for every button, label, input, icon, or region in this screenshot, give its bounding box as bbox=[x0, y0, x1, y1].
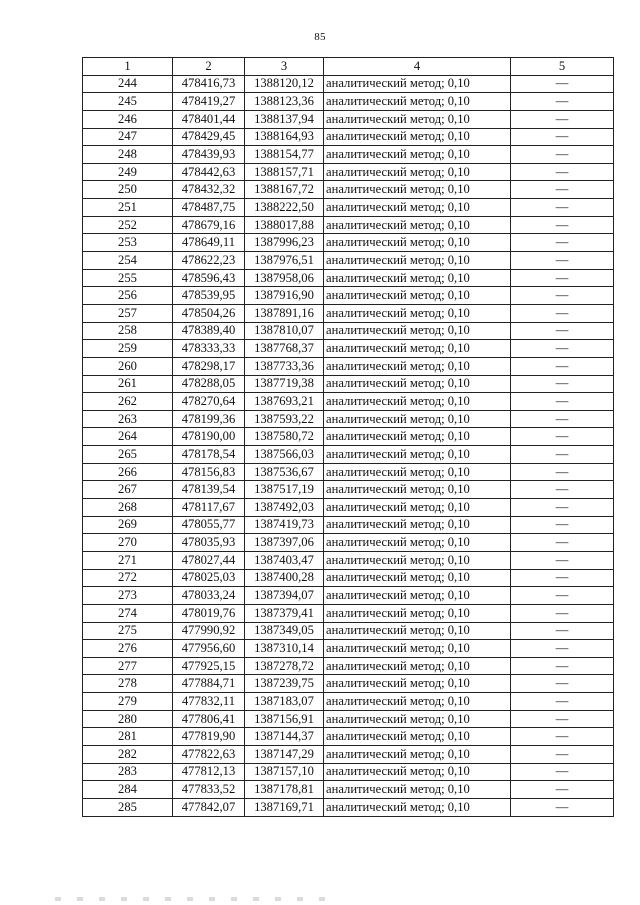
x-coordinate-cell: 478033,24 bbox=[173, 587, 245, 605]
method-cell: аналитический метод; 0,10 bbox=[324, 110, 511, 128]
table-row bbox=[83, 322, 614, 340]
point-number-cell: 265 bbox=[83, 446, 173, 464]
page-number: 85 bbox=[314, 31, 326, 43]
y-coordinate-cell: 1387400,28 bbox=[245, 569, 324, 587]
x-coordinate-cell: 478333,33 bbox=[173, 340, 245, 358]
point-number-cell: 257 bbox=[83, 304, 173, 322]
point-number-cell: 256 bbox=[83, 287, 173, 305]
note-cell: — bbox=[511, 798, 614, 816]
method-cell: аналитический метод; 0,10 bbox=[324, 75, 511, 93]
x-coordinate-cell: 478622,23 bbox=[173, 252, 245, 270]
note-cell: — bbox=[511, 516, 614, 534]
point-number-cell: 258 bbox=[83, 322, 173, 340]
x-coordinate-cell: 478416,73 bbox=[173, 75, 245, 93]
x-coordinate-cell: 478539,95 bbox=[173, 287, 245, 305]
y-coordinate-cell: 1387593,22 bbox=[245, 410, 324, 428]
point-number-cell: 245 bbox=[83, 93, 173, 111]
note-cell: — bbox=[511, 357, 614, 375]
table-row bbox=[83, 781, 614, 799]
y-coordinate-cell: 1387693,21 bbox=[245, 393, 324, 411]
method-cell: аналитический метод; 0,10 bbox=[324, 304, 511, 322]
table-row bbox=[83, 128, 614, 146]
y-coordinate-cell: 1388154,77 bbox=[245, 146, 324, 164]
y-coordinate-cell: 1387157,10 bbox=[245, 763, 324, 781]
note-cell: — bbox=[511, 446, 614, 464]
table-row bbox=[83, 763, 614, 781]
y-coordinate-cell: 1387996,23 bbox=[245, 234, 324, 252]
table-row bbox=[83, 446, 614, 464]
table-row bbox=[83, 181, 614, 199]
method-cell: аналитический метод; 0,10 bbox=[324, 146, 511, 164]
method-cell: аналитический метод; 0,10 bbox=[324, 640, 511, 658]
y-coordinate-cell: 1387891,16 bbox=[245, 304, 324, 322]
point-number-cell: 278 bbox=[83, 675, 173, 693]
table-row bbox=[83, 357, 614, 375]
x-coordinate-cell: 478649,11 bbox=[173, 234, 245, 252]
point-number-cell: 254 bbox=[83, 252, 173, 270]
coordinates-table bbox=[82, 57, 614, 817]
table-row bbox=[83, 216, 614, 234]
table-row bbox=[83, 110, 614, 128]
method-cell: аналитический метод; 0,10 bbox=[324, 128, 511, 146]
point-number-cell: 283 bbox=[83, 763, 173, 781]
point-number-cell: 249 bbox=[83, 163, 173, 181]
point-number-cell: 263 bbox=[83, 410, 173, 428]
table-row bbox=[83, 463, 614, 481]
method-cell: аналитический метод; 0,10 bbox=[324, 604, 511, 622]
table-row bbox=[83, 675, 614, 693]
table-row bbox=[83, 481, 614, 499]
table-row bbox=[83, 146, 614, 164]
point-number-cell: 266 bbox=[83, 463, 173, 481]
method-cell: аналитический метод; 0,10 bbox=[324, 569, 511, 587]
method-cell: аналитический метод; 0,10 bbox=[324, 534, 511, 552]
x-coordinate-cell: 478055,77 bbox=[173, 516, 245, 534]
point-number-cell: 252 bbox=[83, 216, 173, 234]
note-cell: — bbox=[511, 410, 614, 428]
y-coordinate-cell: 1388017,88 bbox=[245, 216, 324, 234]
table-row bbox=[83, 798, 614, 816]
method-cell: аналитический метод; 0,10 bbox=[324, 410, 511, 428]
table-row bbox=[83, 551, 614, 569]
point-number-cell: 261 bbox=[83, 375, 173, 393]
table-body bbox=[83, 58, 614, 817]
point-number-cell: 247 bbox=[83, 128, 173, 146]
y-coordinate-cell: 1388167,72 bbox=[245, 181, 324, 199]
method-cell: аналитический метод; 0,10 bbox=[324, 287, 511, 305]
method-cell: аналитический метод; 0,10 bbox=[324, 657, 511, 675]
x-coordinate-cell: 478596,43 bbox=[173, 269, 245, 287]
point-number-cell: 282 bbox=[83, 745, 173, 763]
x-coordinate-cell: 478199,36 bbox=[173, 410, 245, 428]
note-cell: — bbox=[511, 745, 614, 763]
point-number-cell: 268 bbox=[83, 499, 173, 517]
table-row bbox=[83, 657, 614, 675]
table-row bbox=[83, 710, 614, 728]
method-cell: аналитический метод; 0,10 bbox=[324, 322, 511, 340]
table-row bbox=[83, 410, 614, 428]
x-coordinate-cell: 477806,41 bbox=[173, 710, 245, 728]
x-coordinate-cell: 477819,90 bbox=[173, 728, 245, 746]
y-coordinate-cell: 1387169,71 bbox=[245, 798, 324, 816]
method-cell: аналитический метод; 0,10 bbox=[324, 93, 511, 111]
y-coordinate-cell: 1387349,05 bbox=[245, 622, 324, 640]
method-cell: аналитический метод; 0,10 bbox=[324, 234, 511, 252]
table-row bbox=[83, 728, 614, 746]
note-cell: — bbox=[511, 693, 614, 711]
point-number-cell: 255 bbox=[83, 269, 173, 287]
table-row bbox=[83, 252, 614, 270]
x-coordinate-cell: 478439,93 bbox=[173, 146, 245, 164]
x-coordinate-cell: 478298,17 bbox=[173, 357, 245, 375]
method-cell: аналитический метод; 0,10 bbox=[324, 622, 511, 640]
note-cell: — bbox=[511, 128, 614, 146]
point-number-cell: 284 bbox=[83, 781, 173, 799]
point-number-cell: 244 bbox=[83, 75, 173, 93]
note-cell: — bbox=[511, 728, 614, 746]
table-row bbox=[83, 534, 614, 552]
point-number-cell: 271 bbox=[83, 551, 173, 569]
y-coordinate-cell: 1388137,94 bbox=[245, 110, 324, 128]
point-number-cell: 250 bbox=[83, 181, 173, 199]
y-coordinate-cell: 1387768,37 bbox=[245, 340, 324, 358]
y-coordinate-cell: 1387183,07 bbox=[245, 693, 324, 711]
note-cell: — bbox=[511, 763, 614, 781]
table-row bbox=[83, 569, 614, 587]
note-cell: — bbox=[511, 93, 614, 111]
y-coordinate-cell: 1387517,19 bbox=[245, 481, 324, 499]
x-coordinate-cell: 477822,63 bbox=[173, 745, 245, 763]
y-coordinate-cell: 1388164,93 bbox=[245, 128, 324, 146]
point-number-cell: 253 bbox=[83, 234, 173, 252]
table-row bbox=[83, 340, 614, 358]
y-coordinate-cell: 1387278,72 bbox=[245, 657, 324, 675]
note-cell: — bbox=[511, 587, 614, 605]
column-header-2: 2 bbox=[173, 58, 245, 76]
note-cell: — bbox=[511, 551, 614, 569]
x-coordinate-cell: 478270,64 bbox=[173, 393, 245, 411]
point-number-cell: 260 bbox=[83, 357, 173, 375]
method-cell: аналитический метод; 0,10 bbox=[324, 798, 511, 816]
point-number-cell: 272 bbox=[83, 569, 173, 587]
note-cell: — bbox=[511, 534, 614, 552]
note-cell: — bbox=[511, 710, 614, 728]
x-coordinate-cell: 477990,92 bbox=[173, 622, 245, 640]
note-cell: — bbox=[511, 234, 614, 252]
x-coordinate-cell: 478139,54 bbox=[173, 481, 245, 499]
table-row bbox=[83, 428, 614, 446]
x-coordinate-cell: 478442,63 bbox=[173, 163, 245, 181]
y-coordinate-cell: 1387310,14 bbox=[245, 640, 324, 658]
method-cell: аналитический метод; 0,10 bbox=[324, 357, 511, 375]
y-coordinate-cell: 1387958,06 bbox=[245, 269, 324, 287]
point-number-cell: 267 bbox=[83, 481, 173, 499]
y-coordinate-cell: 1387147,29 bbox=[245, 745, 324, 763]
table-row bbox=[83, 604, 614, 622]
y-coordinate-cell: 1387144,37 bbox=[245, 728, 324, 746]
method-cell: аналитический метод; 0,10 bbox=[324, 393, 511, 411]
note-cell: — bbox=[511, 181, 614, 199]
point-number-cell: 262 bbox=[83, 393, 173, 411]
method-cell: аналитический метод; 0,10 bbox=[324, 516, 511, 534]
x-coordinate-cell: 478035,93 bbox=[173, 534, 245, 552]
point-number-cell: 275 bbox=[83, 622, 173, 640]
table-row bbox=[83, 693, 614, 711]
method-cell: аналитический метод; 0,10 bbox=[324, 269, 511, 287]
method-cell: аналитический метод; 0,10 bbox=[324, 693, 511, 711]
note-cell: — bbox=[511, 146, 614, 164]
note-cell: — bbox=[511, 375, 614, 393]
note-cell: — bbox=[511, 640, 614, 658]
x-coordinate-cell: 478504,26 bbox=[173, 304, 245, 322]
x-coordinate-cell: 478487,75 bbox=[173, 199, 245, 217]
method-cell: аналитический метод; 0,10 bbox=[324, 428, 511, 446]
y-coordinate-cell: 1387156,91 bbox=[245, 710, 324, 728]
method-cell: аналитический метод; 0,10 bbox=[324, 481, 511, 499]
method-cell: аналитический метод; 0,10 bbox=[324, 499, 511, 517]
table-row bbox=[83, 93, 614, 111]
x-coordinate-cell: 477832,11 bbox=[173, 693, 245, 711]
x-coordinate-cell: 478429,45 bbox=[173, 128, 245, 146]
method-cell: аналитический метод; 0,10 bbox=[324, 340, 511, 358]
note-cell: — bbox=[511, 781, 614, 799]
method-cell: аналитический метод; 0,10 bbox=[324, 199, 511, 217]
note-cell: — bbox=[511, 216, 614, 234]
x-coordinate-cell: 478027,44 bbox=[173, 551, 245, 569]
note-cell: — bbox=[511, 463, 614, 481]
table-row bbox=[83, 234, 614, 252]
y-coordinate-cell: 1387810,07 bbox=[245, 322, 324, 340]
y-coordinate-cell: 1388157,71 bbox=[245, 163, 324, 181]
x-coordinate-cell: 478432,32 bbox=[173, 181, 245, 199]
x-coordinate-cell: 478156,83 bbox=[173, 463, 245, 481]
y-coordinate-cell: 1387492,03 bbox=[245, 499, 324, 517]
note-cell: — bbox=[511, 657, 614, 675]
x-coordinate-cell: 478288,05 bbox=[173, 375, 245, 393]
table-row bbox=[83, 375, 614, 393]
y-coordinate-cell: 1387580,72 bbox=[245, 428, 324, 446]
note-cell: — bbox=[511, 622, 614, 640]
y-coordinate-cell: 1388222,50 bbox=[245, 199, 324, 217]
column-header-3: 3 bbox=[245, 58, 324, 76]
scan-artifact bbox=[55, 897, 335, 901]
method-cell: аналитический метод; 0,10 bbox=[324, 216, 511, 234]
note-cell: — bbox=[511, 340, 614, 358]
method-cell: аналитический метод; 0,10 bbox=[324, 181, 511, 199]
column-header-1: 1 bbox=[83, 58, 173, 76]
note-cell: — bbox=[511, 393, 614, 411]
x-coordinate-cell: 478401,44 bbox=[173, 110, 245, 128]
table-row bbox=[83, 304, 614, 322]
point-number-cell: 269 bbox=[83, 516, 173, 534]
note-cell: — bbox=[511, 604, 614, 622]
method-cell: аналитический метод; 0,10 bbox=[324, 763, 511, 781]
note-cell: — bbox=[511, 675, 614, 693]
x-coordinate-cell: 478679,16 bbox=[173, 216, 245, 234]
point-number-cell: 248 bbox=[83, 146, 173, 164]
method-cell: аналитический метод; 0,10 bbox=[324, 728, 511, 746]
x-coordinate-cell: 477925,15 bbox=[173, 657, 245, 675]
point-number-cell: 259 bbox=[83, 340, 173, 358]
note-cell: — bbox=[511, 481, 614, 499]
point-number-cell: 281 bbox=[83, 728, 173, 746]
x-coordinate-cell: 478178,54 bbox=[173, 446, 245, 464]
y-coordinate-cell: 1387379,41 bbox=[245, 604, 324, 622]
point-number-cell: 280 bbox=[83, 710, 173, 728]
y-coordinate-cell: 1387719,38 bbox=[245, 375, 324, 393]
point-number-cell: 279 bbox=[83, 693, 173, 711]
y-coordinate-cell: 1387916,90 bbox=[245, 287, 324, 305]
y-coordinate-cell: 1387239,75 bbox=[245, 675, 324, 693]
point-number-cell: 285 bbox=[83, 798, 173, 816]
note-cell: — bbox=[511, 499, 614, 517]
y-coordinate-cell: 1387536,67 bbox=[245, 463, 324, 481]
y-coordinate-cell: 1387733,36 bbox=[245, 357, 324, 375]
method-cell: аналитический метод; 0,10 bbox=[324, 163, 511, 181]
x-coordinate-cell: 477842,07 bbox=[173, 798, 245, 816]
x-coordinate-cell: 478389,40 bbox=[173, 322, 245, 340]
table-row bbox=[83, 516, 614, 534]
note-cell: — bbox=[511, 322, 614, 340]
point-number-cell: 246 bbox=[83, 110, 173, 128]
x-coordinate-cell: 478117,67 bbox=[173, 499, 245, 517]
y-coordinate-cell: 1387397,06 bbox=[245, 534, 324, 552]
x-coordinate-cell: 478419,27 bbox=[173, 93, 245, 111]
column-header-4: 4 bbox=[324, 58, 511, 76]
x-coordinate-cell: 477833,52 bbox=[173, 781, 245, 799]
method-cell: аналитический метод; 0,10 bbox=[324, 587, 511, 605]
point-number-cell: 274 bbox=[83, 604, 173, 622]
note-cell: — bbox=[511, 569, 614, 587]
table-row bbox=[83, 163, 614, 181]
note-cell: — bbox=[511, 428, 614, 446]
method-cell: аналитический метод; 0,10 bbox=[324, 463, 511, 481]
method-cell: аналитический метод; 0,10 bbox=[324, 375, 511, 393]
y-coordinate-cell: 1387394,07 bbox=[245, 587, 324, 605]
x-coordinate-cell: 478025,03 bbox=[173, 569, 245, 587]
y-coordinate-cell: 1387403,47 bbox=[245, 551, 324, 569]
point-number-cell: 276 bbox=[83, 640, 173, 658]
method-cell: аналитический метод; 0,10 bbox=[324, 551, 511, 569]
note-cell: — bbox=[511, 199, 614, 217]
x-coordinate-cell: 478019,76 bbox=[173, 604, 245, 622]
note-cell: — bbox=[511, 163, 614, 181]
table-row bbox=[83, 622, 614, 640]
y-coordinate-cell: 1388120,12 bbox=[245, 75, 324, 93]
table-row bbox=[83, 499, 614, 517]
table-row bbox=[83, 269, 614, 287]
note-cell: — bbox=[511, 110, 614, 128]
method-cell: аналитический метод; 0,10 bbox=[324, 781, 511, 799]
note-cell: — bbox=[511, 75, 614, 93]
point-number-cell: 273 bbox=[83, 587, 173, 605]
method-cell: аналитический метод; 0,10 bbox=[324, 446, 511, 464]
table-row bbox=[83, 393, 614, 411]
table-row bbox=[83, 287, 614, 305]
table-row bbox=[83, 75, 614, 93]
x-coordinate-cell: 477884,71 bbox=[173, 675, 245, 693]
y-coordinate-cell: 1387976,51 bbox=[245, 252, 324, 270]
x-coordinate-cell: 477812,13 bbox=[173, 763, 245, 781]
note-cell: — bbox=[511, 252, 614, 270]
method-cell: аналитический метод; 0,10 bbox=[324, 745, 511, 763]
method-cell: аналитический метод; 0,10 bbox=[324, 252, 511, 270]
table-row bbox=[83, 587, 614, 605]
column-header-5: 5 bbox=[511, 58, 614, 76]
table-row bbox=[83, 199, 614, 217]
point-number-cell: 277 bbox=[83, 657, 173, 675]
y-coordinate-cell: 1387566,03 bbox=[245, 446, 324, 464]
note-cell: — bbox=[511, 269, 614, 287]
note-cell: — bbox=[511, 287, 614, 305]
method-cell: аналитический метод; 0,10 bbox=[324, 710, 511, 728]
table-row bbox=[83, 745, 614, 763]
y-coordinate-cell: 1387419,73 bbox=[245, 516, 324, 534]
x-coordinate-cell: 477956,60 bbox=[173, 640, 245, 658]
y-coordinate-cell: 1388123,36 bbox=[245, 93, 324, 111]
x-coordinate-cell: 478190,00 bbox=[173, 428, 245, 446]
table-row bbox=[83, 640, 614, 658]
point-number-cell: 251 bbox=[83, 199, 173, 217]
table-header-row bbox=[83, 58, 614, 76]
method-cell: аналитический метод; 0,10 bbox=[324, 675, 511, 693]
point-number-cell: 264 bbox=[83, 428, 173, 446]
point-number-cell: 270 bbox=[83, 534, 173, 552]
y-coordinate-cell: 1387178,81 bbox=[245, 781, 324, 799]
note-cell: — bbox=[511, 304, 614, 322]
